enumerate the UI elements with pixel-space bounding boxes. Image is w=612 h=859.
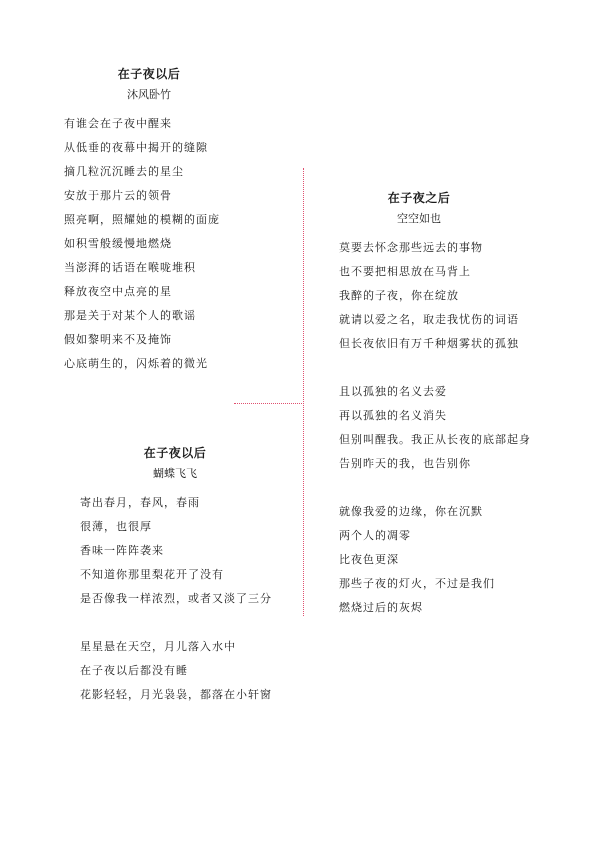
- poem-author: 蝴蝶飞飞: [153, 467, 197, 480]
- poem-line: 莫要去怀念那些远去的事物: [339, 241, 483, 254]
- poem-line: 花影轻轻，月光袅袅，都落在小轩窗: [80, 688, 272, 701]
- poem-line: 摘几粒沉沉睡去的星尘: [64, 165, 184, 178]
- poem-line: 假如黎明来不及掩饰: [64, 333, 172, 346]
- poem-line: 释放夜空中点亮的星: [64, 285, 172, 298]
- poem-line: 但别叫醒我。我正从长夜的底部起身: [339, 433, 531, 446]
- poem-line: 燃烧过后的灰烬: [339, 601, 423, 614]
- poem-line: 寄出春月，春风，春雨: [80, 496, 200, 509]
- poem-line: 告别昨天的我，也告别你: [339, 457, 471, 470]
- poem-line: 是否像我一样浓烈，或者又淡了三分: [80, 592, 272, 605]
- poem-line: 星星悬在天空，月儿落入水中: [80, 640, 236, 653]
- stanza-break: [80, 611, 290, 635]
- poem-line: 且以孤独的名义去爱: [339, 385, 447, 398]
- poem-line: 安放于那片云的领骨: [64, 189, 172, 202]
- vertical-divider: [303, 168, 304, 616]
- poem-line: 当澎湃的话语在喉咙堆积: [64, 261, 196, 274]
- stanza-break: [339, 476, 559, 500]
- poem-title: 在子夜之后: [387, 191, 451, 205]
- poem-line: 但长夜依旧有万千种烟雾状的孤独: [339, 337, 519, 350]
- poem-title: 在子夜以后: [143, 446, 207, 460]
- poem-line: 照亮啊，照耀她的模糊的面庞: [64, 213, 220, 226]
- poem-title: 在子夜以后: [117, 67, 181, 81]
- poem-line: 比夜色更深: [339, 553, 399, 566]
- poem-line: 就像我爱的边缘，你在沉默: [339, 505, 483, 518]
- poem-line: 有谁会在子夜中醒来: [64, 117, 172, 130]
- poem-line: 不知道你那里梨花开了没有: [80, 568, 224, 581]
- poem-line: 那些子夜的灯火，不过是我们: [339, 577, 495, 590]
- poem-line: 那是关于对某个人的歌谣: [64, 309, 196, 322]
- poem-line: 如积雪般缓慢地燃烧: [64, 237, 172, 250]
- poem-line: 两个人的凋零: [339, 529, 411, 542]
- horizontal-divider: [234, 403, 304, 404]
- stanza-break: [339, 356, 559, 380]
- poem-line: 我醉的子夜，你在绽放: [339, 289, 459, 302]
- poem-line: 香味一阵阵袭来: [80, 544, 164, 557]
- poem-line: 心底萌生的，闪烁着的微光: [64, 357, 208, 370]
- poem-line: 就请以爱之名，取走我忧伤的词语: [339, 313, 519, 326]
- poem-line: 也不要把相思放在马背上: [339, 265, 471, 278]
- poem-3: [80, 443, 290, 707]
- poem-line: 从低垂的夜幕中揭开的缝隙: [64, 141, 208, 154]
- poem-line: 再以孤独的名义消失: [339, 409, 447, 422]
- poem-author: 沐风卧竹: [127, 88, 171, 101]
- poem-2: [339, 188, 559, 620]
- poem-line: 在子夜以后都没有睡: [80, 664, 188, 677]
- poem-author: 空空如也: [397, 212, 441, 225]
- poem-line: 很薄，也很厚: [80, 520, 152, 533]
- poem-1: [64, 64, 234, 376]
